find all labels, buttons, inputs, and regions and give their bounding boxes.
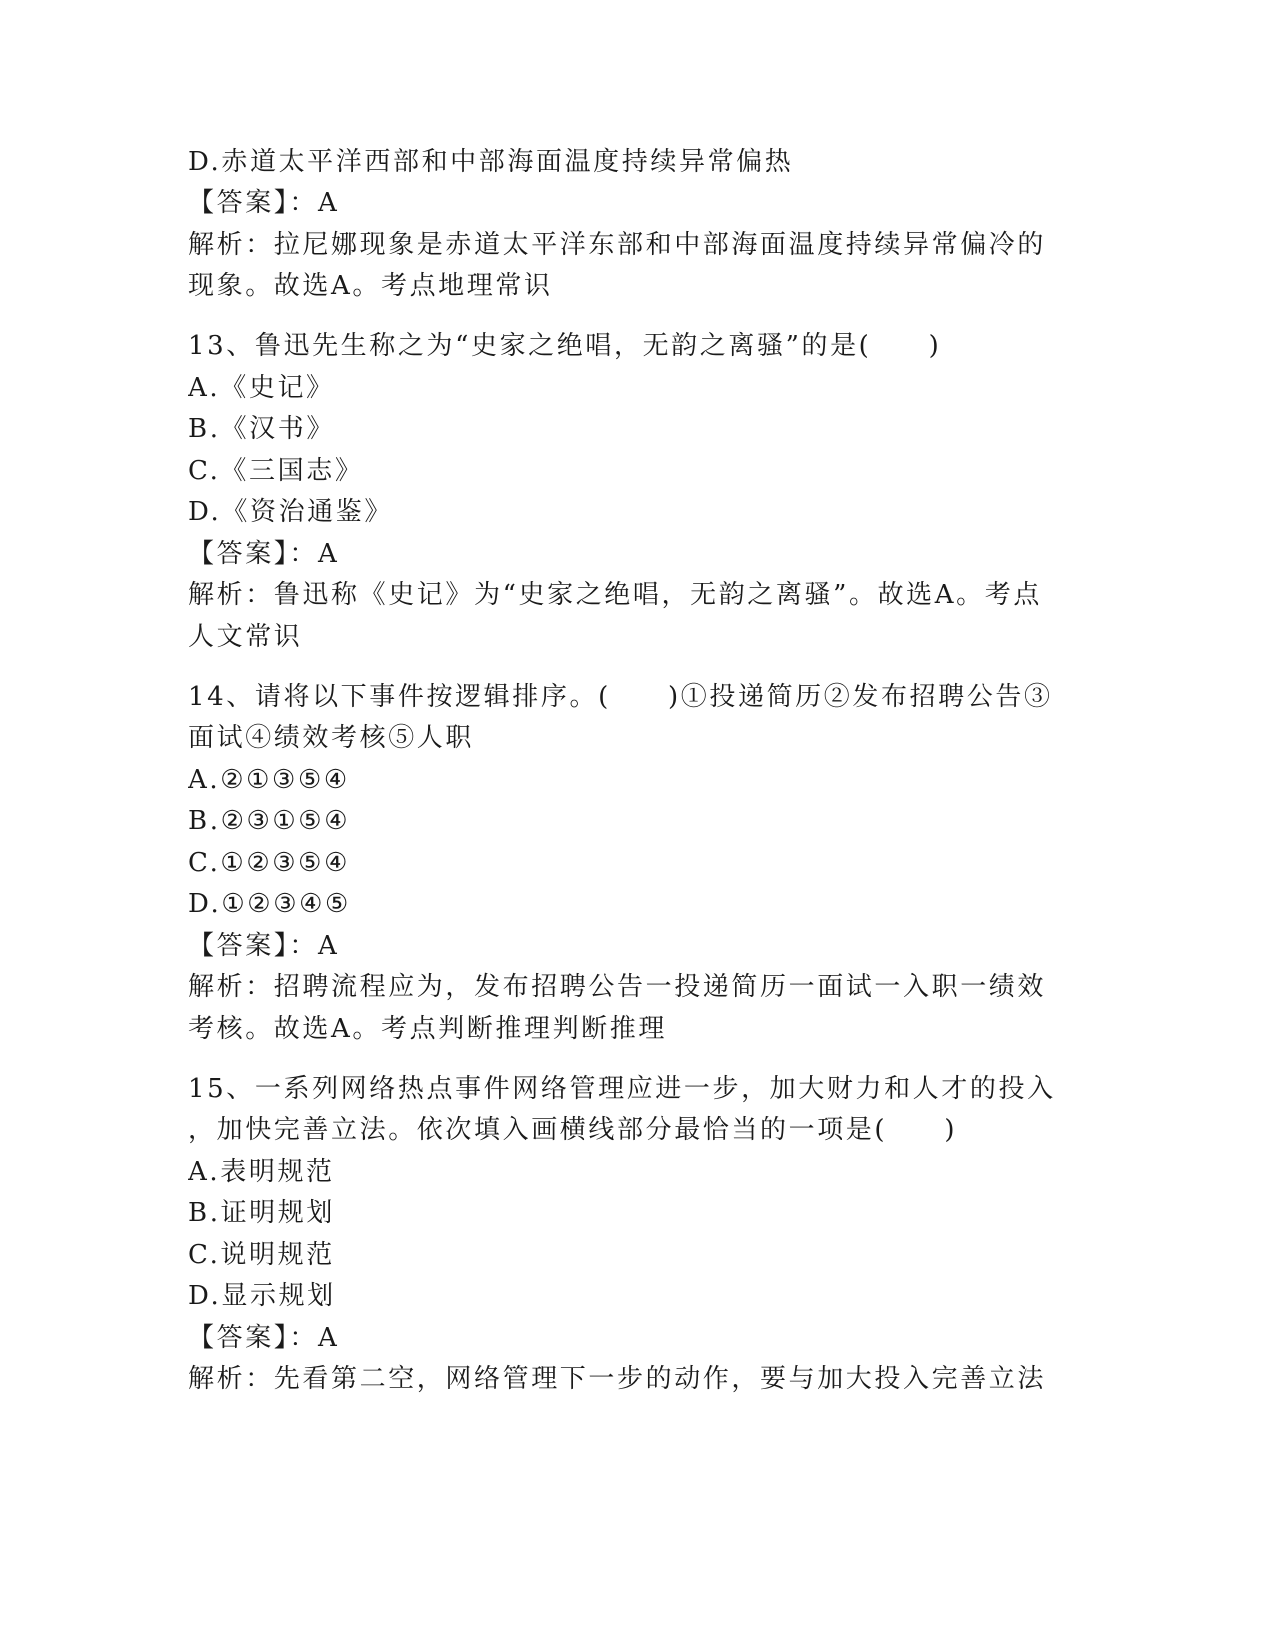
q14-answer: 【答案】：A [188, 931, 340, 961]
q15-stem-line-1: 15、一系列网络热点事件网络管理应进一步，加大财力和人才的投入 [188, 1074, 1056, 1104]
q13-option-d: D.《资治通鉴》 [188, 497, 393, 527]
q15-option-a: A.表明规范 [188, 1157, 335, 1187]
q15-option-b: B.证明规划 [188, 1198, 335, 1228]
q13-option-b: B.《汉书》 [188, 414, 335, 444]
q14-option-c: C.①②③⑤④ [188, 848, 350, 878]
q12-analysis-line-1: 解析：拉尼娜现象是赤道太平洋东部和中部海面温度持续异常偏冷的 [188, 230, 1047, 260]
q13-option-c: C.《三国志》 [188, 456, 364, 486]
q15-answer: 【答案】：A [188, 1323, 340, 1353]
q12-answer: 【答案】：A [188, 188, 340, 218]
q13-analysis-line-1: 解析：鲁迅称《史记》为“史家之绝唱，无韵之离骚”。故选A。考点 [188, 580, 1042, 610]
q15-option-d: D.显示规划 [188, 1281, 336, 1311]
q14-stem-line-1: 14、请将以下事件按逻辑排序。( )①投递简历②发布招聘公告③ [188, 682, 1053, 712]
q13-analysis-line-2: 人文常识 [188, 622, 303, 652]
q14-analysis-line-2: 考核。故选A。考点判断推理判断推理 [188, 1014, 667, 1044]
q14-option-b: B.②③①⑤④ [188, 806, 351, 836]
q14-option-a: A.②①③⑤④ [188, 765, 350, 795]
q12-analysis-line-2: 现象。故选A。考点地理常识 [188, 271, 553, 301]
q15-stem-line-2: ，加快完善立法。依次填入画横线部分最恰当的一项是( ) [188, 1115, 958, 1145]
q15-analysis-line-1: 解析：先看第二空，网络管理下一步的动作，要与加大投入完善立法 [188, 1364, 1047, 1394]
q12-option-d: D.赤道太平洋西部和中部海面温度持续异常偏热 [188, 147, 794, 177]
q13-option-a: A.《史记》 [188, 373, 335, 403]
q13-stem: 13、鲁迅先生称之为“史家之绝唱，无韵之离骚”的是( ) [188, 331, 942, 361]
q14-option-d: D.①②③④⑤ [188, 889, 351, 919]
q13-answer: 【答案】：A [188, 539, 340, 569]
q15-option-c: C.说明规范 [188, 1240, 335, 1270]
q14-stem-line-2: 面试④绩效考核⑤人职 [188, 723, 475, 753]
q14-analysis-line-1: 解析：招聘流程应为，发布招聘公告一投递简历一面试一入职一绩效 [188, 972, 1047, 1002]
